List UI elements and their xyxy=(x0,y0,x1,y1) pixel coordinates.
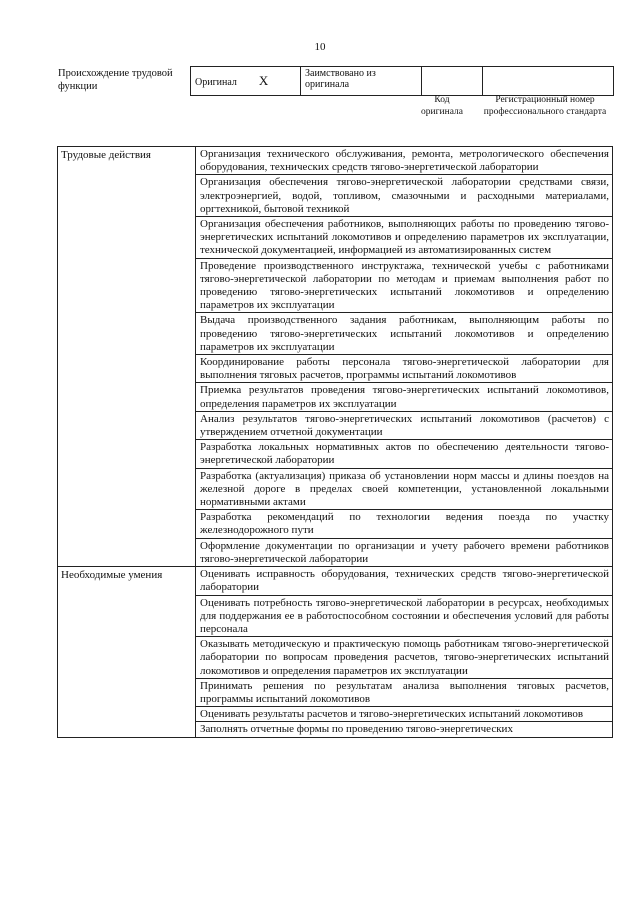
original-mark: X xyxy=(258,73,269,88)
section-label: Необходимые умения xyxy=(58,567,196,738)
section-item: Организация технического обслуживания, ремонта, метрологического обеспечения оборудования, технических средств тягово-энергетической лаборатории xyxy=(196,147,613,175)
page-number: 10 xyxy=(314,41,326,53)
reg-number-label: Регистрационный номер профессионального стандарта xyxy=(483,95,607,117)
section-label: Трудовые действия xyxy=(58,147,196,567)
section-item: Анализ результатов тягово-энергетических испытаний локомотивов (расчетов) с утверждением отчетной документации xyxy=(196,411,613,439)
section-item: Разработка (актуализация) приказа об установлении норм массы и длины поездов на железной дороге в пределах своей компетенции, установленной локальными нормативными актами xyxy=(196,468,613,510)
section-item: Оценивать потребность тягово-энергетической лаборатории в ресурсах, необходимых для поддержания ее в работоспособном состоянии и обеспечения условий для работы персонала xyxy=(196,595,613,637)
section-item: Разработка рекомендаций по технологии ведения поезда по участку железнодорожного пути xyxy=(196,510,613,538)
section-item: Координирование работы персонала тягово-энергетической лаборатории для выполнения тяговых расчетов, программы испытаний локомотивов xyxy=(196,355,613,383)
code-label: Код оригинала xyxy=(421,95,463,117)
section-item: Выдача производственного задания работникам, выполняющим работы по проведению тягово-энергетических испытаний локомотивов и определению параметров их эксплуатации xyxy=(196,313,613,355)
borrowed-cell: Заимствовано из оригинала xyxy=(301,67,422,96)
section-item: Принимать решения по результатам анализа выполнения тяговых расчетов, программы испытаний локомотивов xyxy=(196,678,613,706)
section-item: Заполнять отчетные формы по проведению тягово-энергетических xyxy=(196,722,613,738)
section-item: Оценивать исправность оборудования, технических средств тягово-энергетической лаборатории xyxy=(196,567,613,595)
original-label: Оригинал xyxy=(195,77,237,88)
reg-number-cell xyxy=(483,67,614,96)
section-item: Разработка локальных нормативных актов по обеспечению деятельности тягово-энергетической лаборатории xyxy=(196,440,613,468)
section-item: Оформление документации по организации и учету рабочего времени работников тягово-энергетической лаборатории xyxy=(196,538,613,566)
table-row xyxy=(58,147,613,175)
table-row xyxy=(58,567,613,595)
section-item: Приемка результатов проведения тягово-энергетических испытаний локомотивов, определения параметров их эксплуатации xyxy=(196,383,613,411)
origin-table xyxy=(190,66,614,96)
origin-label: Происхождение трудовой функции xyxy=(58,68,173,92)
section-item: Оценивать результаты расчетов и тягово-энергетических испытаний локомотивов xyxy=(196,707,613,722)
section-item: Организация обеспечения работников, выполняющих работы по проведению тягово-энергетических испытаний локомотивов и определению параметров их эксплуатации, технической документацией, информацией из автоматизированных систем xyxy=(196,217,613,259)
section-item: Организация обеспечения тягово-энергетической лаборатории средствами связи, электроэнергией, водой, топливом, смазочными и расходными материалами, оргтехникой, бытовой техникой xyxy=(196,175,613,217)
code-cell xyxy=(422,67,483,96)
section-item: Проведение производственного инструктажа, технической учебы с работниками тягово-энергетической лаборатории по методам и приемам выполнения работ по проведению тягово-энергетических испытаний локомотивов и определению параметров их эксплуатации xyxy=(196,258,613,313)
functions-table xyxy=(57,146,613,738)
section-item: Оказывать методическую и практическую помощь работникам тягово-энергетической лаборатории по вопросам проведения расчетов, тягово-энергетических испытаний локомотивов и определения параметров их эксплуатации xyxy=(196,637,613,679)
original-cell xyxy=(191,67,301,96)
